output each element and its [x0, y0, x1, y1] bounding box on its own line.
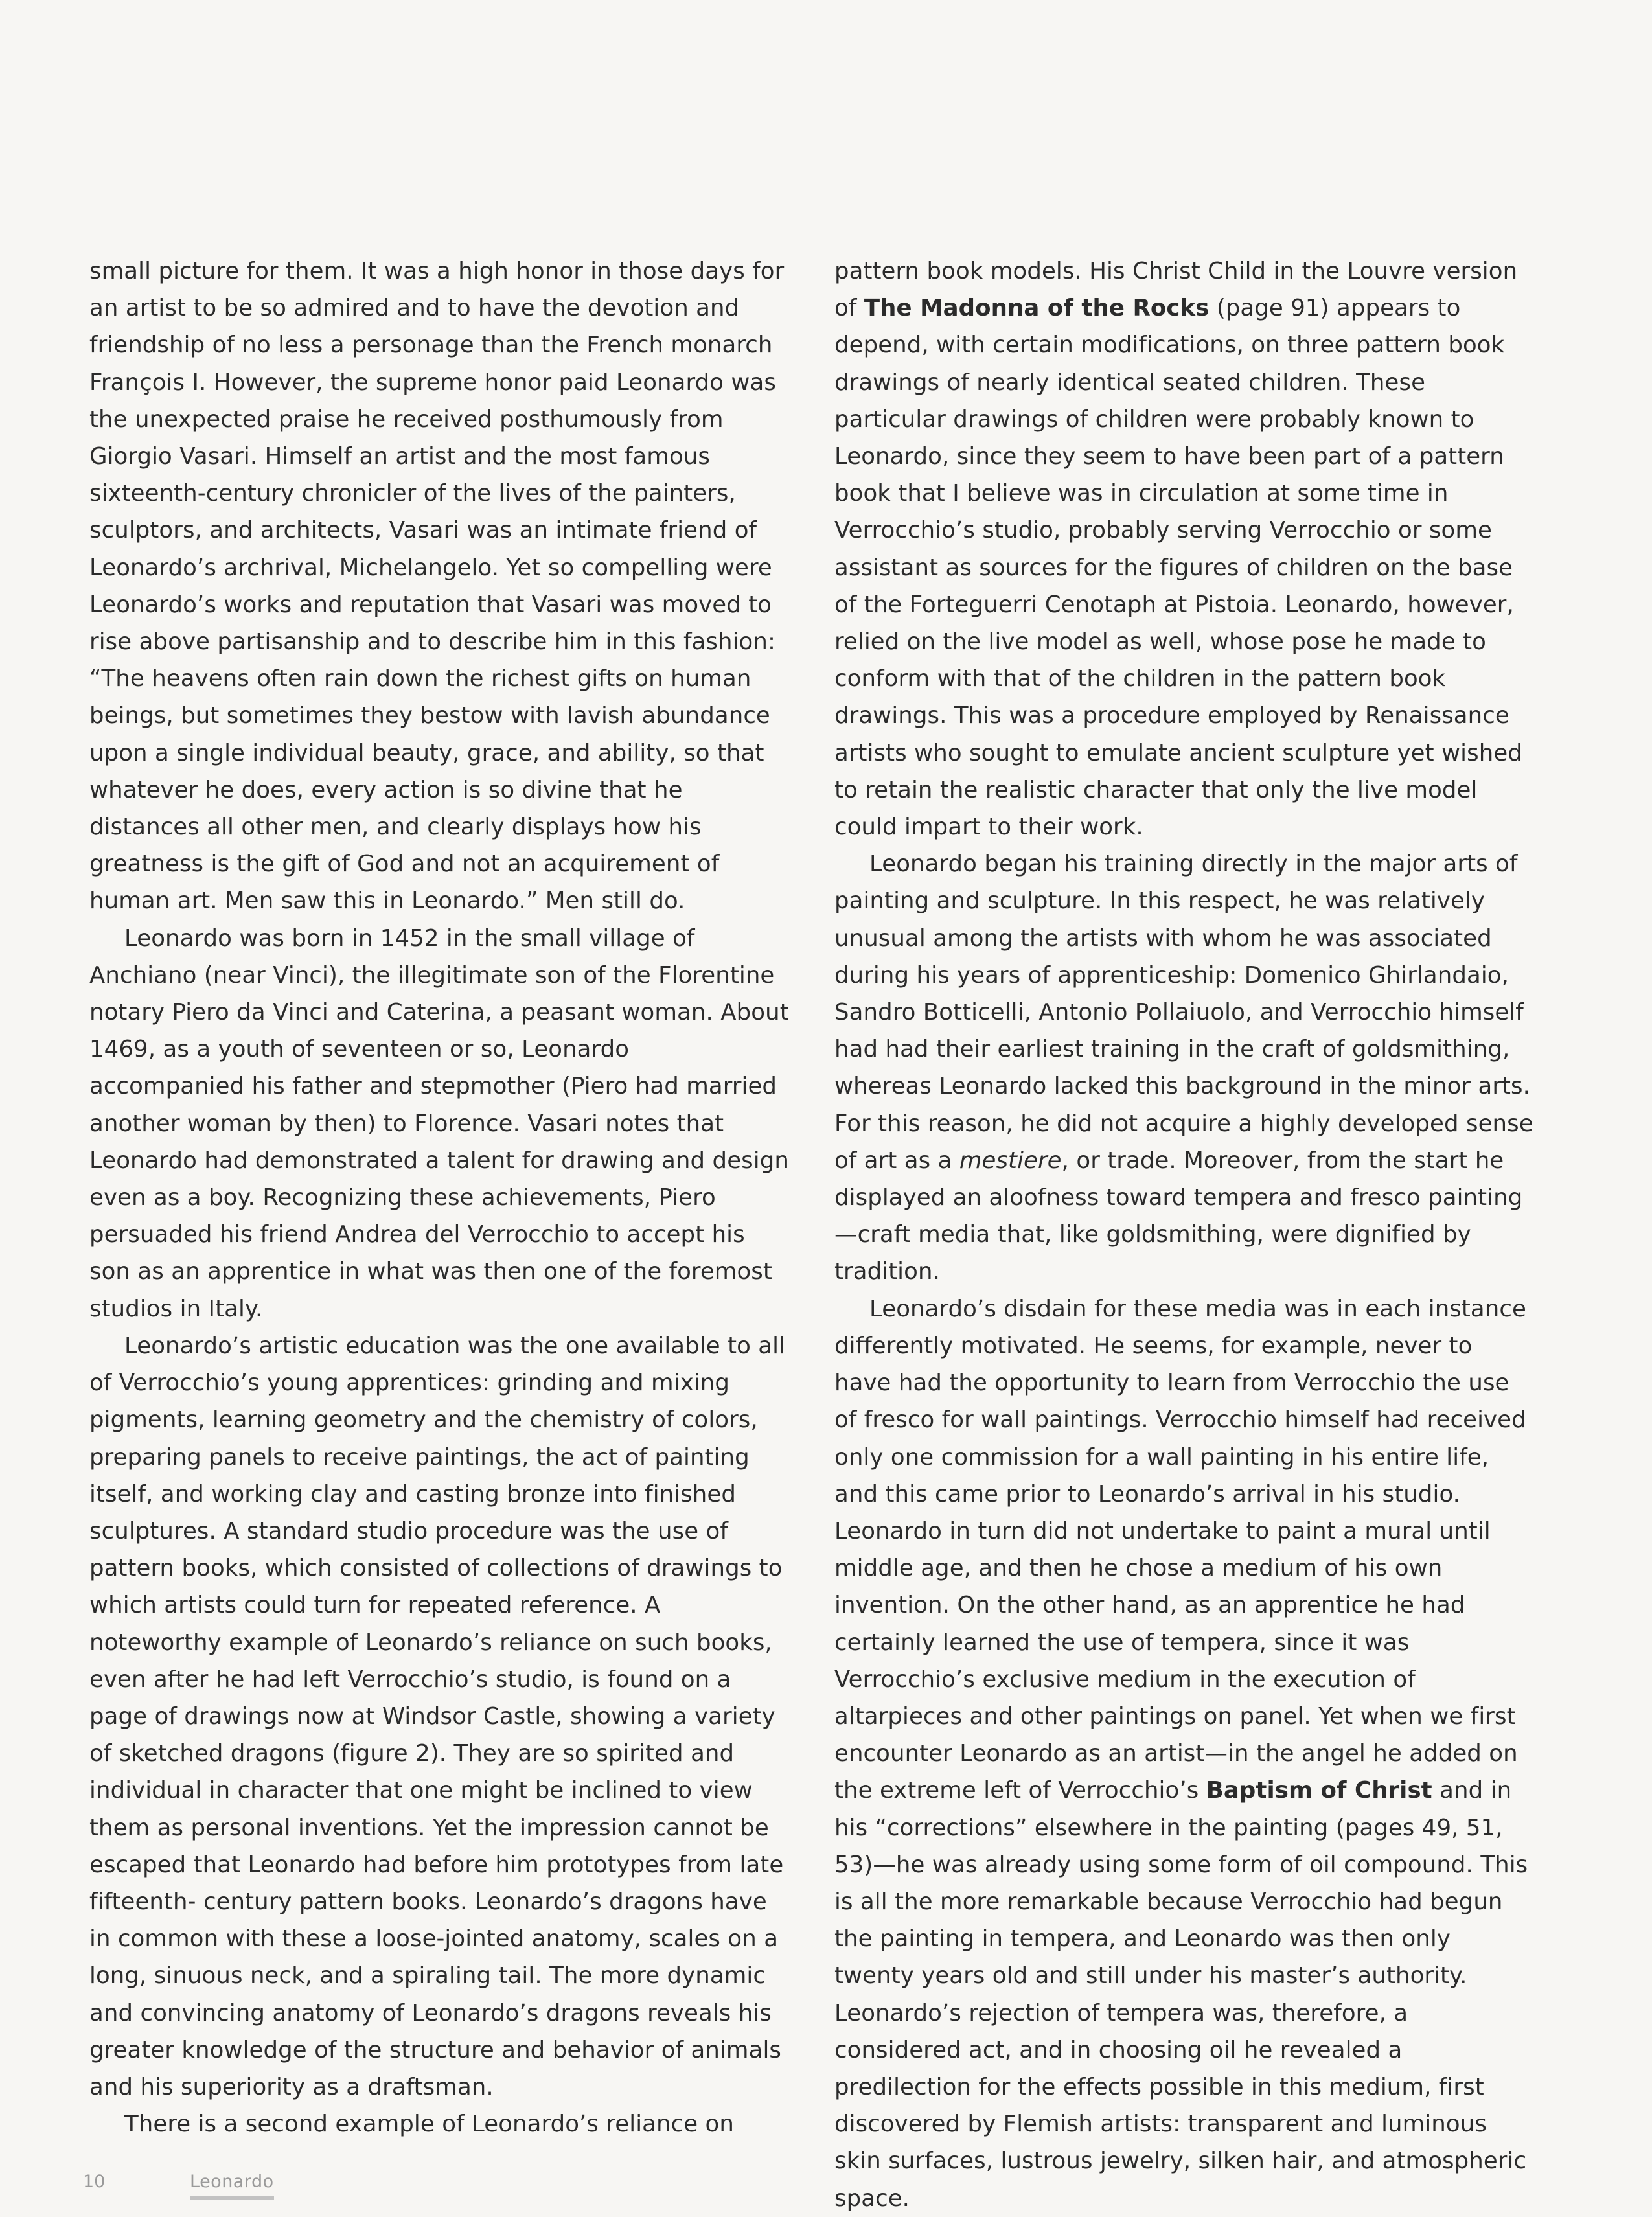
artwork-title: The Madonna of the Rocks — [864, 295, 1210, 322]
paragraph: Leonardo’s artistic education was the one available to all of Verrocchio’s young apprentices: grinding and mixing pigments, learning geometry and the chemistry of colors, preparing panels to receive paintings, the act of painting itself, and working clay and casting bronze into finished sculptures. A standard studio procedure was the use of pattern books, which consisted of collections of drawings to which artists could turn for repeated reference. A noteworthy example of Leonardo’s reliance on such books, even after he had left Verrocchio’s studio, is found on a page of drawings now at Windsor Castle, showing a variety of sketched dragons (figure 2). They are so spirited and individual in character that one might be inclined to view them as personal inventions. Yet the impression cannot be escaped that Leonardo had before him prototypes from late fifteenth- century pattern books. Leonardo’s dragons have in common with these a loose-jointed anatomy, scales on a long, sinuous neck, and a spiraling tail. The more dynamic and convincing anatomy of Leonardo’s dragons reveals his greater knowledge of the structure and behavior of animals and his superiority as a draftsman. — [89, 1332, 786, 2100]
paragraph: There is a second example of Leonardo’s reliance on — [124, 2111, 734, 2138]
text-run: and in his “corrections” elsewhere in the painting (pages 49, 51, 53)—he was already using some form of oil compound. This is all the more remarkable because Verrocchio had begun the painting in tempera, and Leonardo was then only twenty years old and still under his master’s authority. Leonardo’s rejection of tempera was, therefore, a considered act, and in choosing oil he revealed a predilection for the effects possible in this medium, first discovered by Flemish artists: transparent and luminous skin surfaces, lustrous jewelry, silken hair, and atmospheric space. — [834, 1777, 1528, 2212]
paragraph — [834, 845, 1534, 1290]
paragraph: Leonardo was born in 1452 in the small village of Anchiano (near Vinci), the illegitimate son of the Florentine notary Piero da Vinci and Caterina, a peasant woman. About 1469, as a youth of seventeen or so, Leonardo accompanied his father and stepmother (Piero had married another woman by then) to Florence. Vasari notes that Leonardo had demonstrated a talent for drawing and design even as a boy. Recognizing these achievements, Piero persuaded his friend Andrea del Verrocchio to accept his son as an apprentice in what was then one of the foremost studios in Italy. — [89, 925, 789, 1322]
text-run: (page 91) appears to depend, with certain modifications, on three pattern book drawings of nearly identical seated children. These particular drawings of children were probably known to Leonardo, since they seem to have been part of a pattern book that I believe was in circulation at some time in Verrocchio’s studio, probably serving Verrocchio or some assistant as sources for the figures of children on the base of the Forteguerri Cenotaph at Pistoia. Leonardo, however, relied on the live model as well, whose pose he made to conform with that of the children in the pattern book drawings. This was a procedure employed by Renaissance artists who sought to emulate ancient sculpture yet wished to retain the realistic character that only the live model could impart to their work. — [834, 295, 1522, 841]
text-run: , or trade. Moreover, from the start he displayed an aloofness toward tempera and fresco painting—craft media that, like goldsmithing, were dignified by tradition. — [834, 1147, 1523, 1285]
paragraph: small picture for them. It was a high honor in those days for an artist to be so admired and to have the devotion and friendship of no less a personage than the French monarch François I. However, the supreme honor paid Leonardo was the unexpected praise he received posthumously from Giorgio Vasari. Himself an artist and the most famous sixteenth-century chronicler of the lives of the painters, sculptors, and architects, Vasari was an intimate friend of Leonardo’s archrival, Michelangelo. Yet so compelling were Leonardo’s works and reputation that Vasari was moved to rise above partisanship and to describe him in this fashion: “The heavens often rain down the richest gifts on human beings, but sometimes they bestow with lavish abundance upon a single individual beauty, grace, and ability, so that whatever he does, every action is so divine that he distances all other men, and clearly displays how his greatness is the gift of God and not an acquirement of human art. Men saw this in Leonardo.” Men still do. — [89, 258, 785, 915]
right-column — [834, 253, 1534, 2217]
paragraph — [834, 1291, 1534, 2217]
running-title: Leonardo — [190, 2172, 274, 2200]
left-column — [89, 253, 789, 2142]
text-run: pattern book models. His Christ Child in the Louvre version of — [834, 258, 1518, 322]
text-run: Leonardo’s disdain for these media was in each instance differently motivated. He seems, for example, never to have had the opportunity to learn from Verrocchio the use of fresco for wall paintings. Verrocchio himself had received only one commission for a wall painting in his entire life, and this came prior to Leonardo’s arrival in his studio. Leonardo in turn did not undertake to paint a mural until middle age, and then he chose a medium of his own invention. On the other hand, as an apprentice he had certainly learned the use of tempera, since it was Verrocchio’s exclusive medium in the execution of altarpieces and other paintings on panel. Yet when we first encounter Leonardo as an artist—in the angel he added on the extreme left of Verrocchio’s — [834, 1295, 1526, 1804]
italic-term: mestiere — [959, 1147, 1062, 1174]
page-number: 10 — [83, 2172, 106, 2192]
artwork-title: Baptism of Christ — [1206, 1777, 1432, 1804]
text-run: Leonardo began his training directly in the major arts of painting and sculpture. In this respect, he was relatively unusual among the artists with whom he was associated during his years of apprenticeship: Domenico Ghirlandaio, Sandro Botticelli, Antonio Pollaiuolo, and Verrocchio himself had had their earliest training in the craft of goldsmithing, whereas Leonardo lacked this background in the minor arts. For this reason, he did not acquire a highly developed sense of art as a — [834, 851, 1533, 1174]
paragraph — [834, 253, 1534, 845]
